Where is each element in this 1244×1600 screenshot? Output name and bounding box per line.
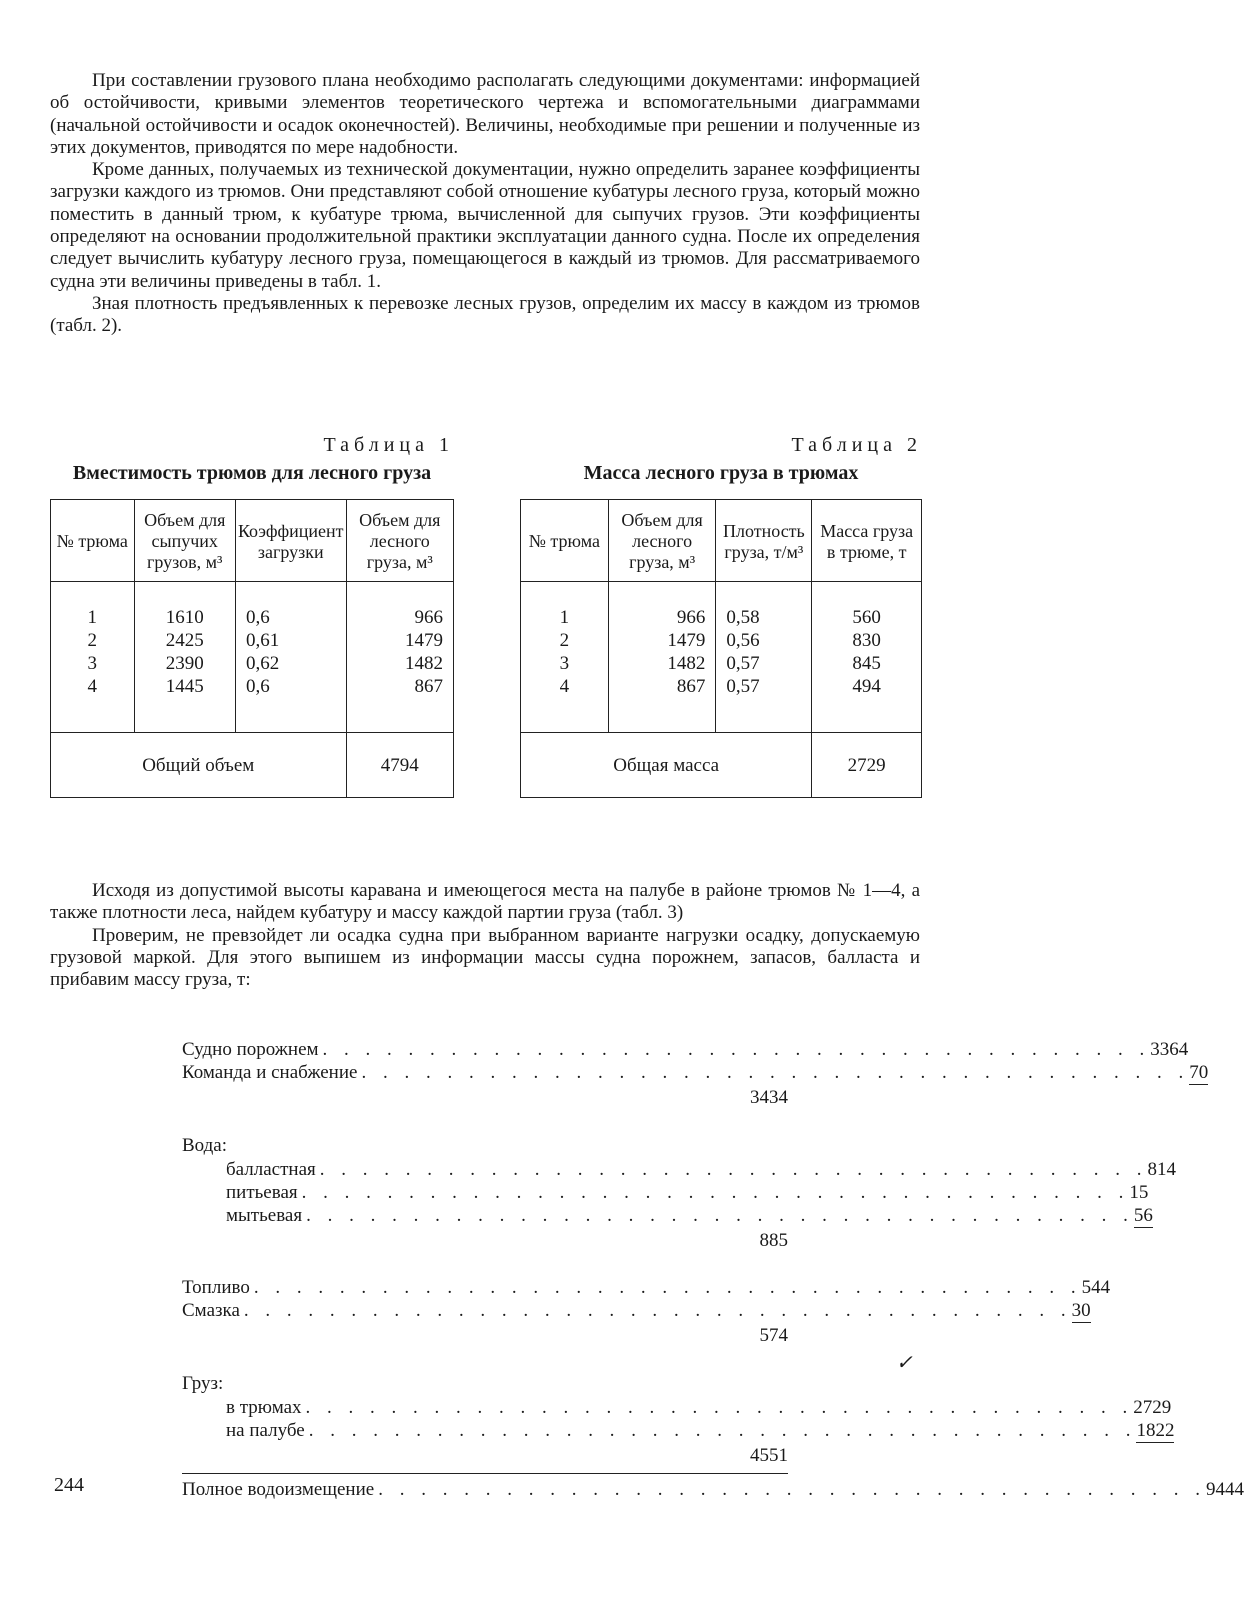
list-item [182,1038,1189,1061]
leader-dots: . . . . . . . . . . . . . . . . . . . . . . . . . . . . . . . . . . . . . . . [361,1062,1190,1083]
list-item [182,1061,1209,1084]
table-cell: 4 [559,676,570,697]
table-cell: 3 [87,653,98,674]
mass-label-empty-ship: Судно порожнем [182,1039,319,1060]
table-cell: 0,58 [726,607,760,628]
table-2-total-label: Общая масса [521,733,812,798]
table-cell: 1 [87,607,98,628]
table-cell: 0,62 [245,653,280,674]
mass-label-lubricant: Смазка [182,1300,240,1321]
mass-value-washing: 56 [1133,1205,1153,1226]
table-cell: 0,57 [726,676,760,697]
table-1-header-coefficient: Коэффициент загрузки [235,500,346,582]
leader-dots: . . . . . . . . . . . . . . . . . . . . . . . . . . . . . . . . . . . . . . . [305,1397,1134,1418]
leader-dots: . . . . . . . . . . . . . . . . . . . . . . . . . . . . . . . . . . . . . . . [306,1205,1134,1226]
intro-text [50,70,920,338]
list-item [182,1478,1244,1501]
tables-area [50,432,922,852]
checkmark-icon: ✓ [896,1352,913,1374]
table-cell: 966 [414,607,443,628]
mass-value-lubricant: 30 [1071,1300,1091,1321]
table-cell: 0,6 [245,676,270,697]
table-cell: 0,57 [726,653,760,674]
mass-value-fuel: 544 [1081,1277,1111,1298]
list-item [182,1181,1149,1204]
paragraph-4: Исходя из допустимой высоты каравана и имеющегося места на палубе в районе трюмов № 1—4, а также плотности леса, найдем кубатуру и массу каждой партии груза (табл. 3) [50,880,920,924]
mass-value-total: 9444 [1205,1479,1244,1500]
table-1-title: Вместимость трюмов для лесного груза [72,462,432,484]
subtotal-1: 3434 [750,1087,788,1108]
list-item [182,1396,1172,1419]
paragraph-5: Проверим, не превзойдет ли осадка судна при выбранном варианте нагрузки осадку, допускаемую грузовой маркой. Для этого выпишем из информации массы судна порожнем, запасов, балласта и прибавим массу груза, т: [50,924,920,991]
table-cell: 830 [852,630,881,651]
paragraph-1: При составлении грузового плана необходимо располагать следующими документами: информацией об остойчивости, кривыми элементов теоретического чертежа и вспомогательными диаграммами (начальной остойчивости и осадок оконечностей). Величины, необходимые при решении и полученные из этих документов, приводятся по мере надобности. [50,70,920,158]
table-1-total-label: Общий объем [51,733,347,798]
page-number: 244 [54,1474,84,1496]
subtotal-4: 4551 [750,1445,788,1466]
list-item [182,1204,1153,1227]
table-2-header-timber-volume: Объем для лесного груза, м³ [608,500,716,582]
table-cell: 845 [852,653,881,674]
mass-value-in-holds: 2729 [1133,1397,1172,1418]
table-2-header-density: Плотность груза, т/м³ [716,500,812,582]
mass-value-on-deck: 1822 [1136,1420,1175,1441]
paragraph-2: Кроме данных, получаемых из технической документации, нужно определить заранее коэффициенты загрузки каждого из трюмов. Они представляют собой отношение кубатуры лесного груза, который можно поместить в данный трюм, к кубатуре трюма, вычисленной для сыпучих грузов. Эти коэффициенты определяют на основании продолжительной практики эксплуатации данного судна. После их определения следует вычислить кубатуру лесного груза, помещающегося в каждый из трюмов. Для рассматриваемого судна эти величины приведены в табл. 1. [50,159,920,292]
table-cell: 0,56 [726,630,760,651]
list-item [182,1299,1091,1322]
cargo-heading: Груз: [182,1373,224,1394]
leader-dots: . . . . . . . . . . . . . . . . . . . . . . . . . . . . . . . . . . . . . . . [319,1159,1148,1180]
table-2-label: Таблица 2 [791,434,922,456]
table-cell: 1479 [667,630,706,651]
table-cell: 560 [852,607,881,628]
mass-value-empty-ship: 3364 [1150,1039,1189,1060]
table-cell: 2 [87,630,98,651]
table-cell: 2425 [165,630,204,651]
table-1-label: Таблица 1 [323,434,454,456]
leader-dots: . . . . . . . . . . . . . . . . . . . . . . . . . . . . . . . . . . . . . . . [322,1039,1151,1060]
table-cell: 1482 [405,653,443,674]
list-item [182,1158,1176,1181]
mass-value-drinking: 15 [1129,1182,1149,1203]
table-cell: 1610 [165,607,204,628]
table-1-total-value: 4794 [346,733,454,798]
mass-label-on-deck: на палубе [226,1420,305,1441]
mass-label-ballast: балластная [226,1159,316,1180]
table-cell: 1482 [667,653,706,674]
table-2-header-hold: № трюма [521,500,609,582]
mass-list [182,1038,1244,1501]
table-2 [520,499,922,798]
table-2-total-value: 2729 [812,733,922,798]
mass-label-total: Полное водоизмещение [182,1479,375,1500]
table-cell: 4 [87,676,98,697]
table-cell: 966 [676,607,706,628]
table-1-header-timber-volume: Объем для лесного груза, м³ [346,500,454,582]
table-cell: 3 [559,653,570,674]
table-1 [50,499,454,798]
subtotal-3: 574 [759,1325,788,1346]
water-heading: Вода: [182,1135,228,1156]
leader-dots: . . . . . . . . . . . . . . . . . . . . . . . . . . . . . . . . . . . . . . . [378,1479,1206,1500]
list-item [182,1419,1175,1442]
body-text-2 [50,880,920,991]
table-cell: 0,61 [245,630,280,651]
table-2-title: Масса лесного груза в трюмах [583,462,859,484]
table-cell: 1 [559,607,570,628]
table-cell: 2390 [165,653,204,674]
mass-label-fuel: Топливо [182,1277,250,1298]
leader-dots: . . . . . . . . . . . . . . . . . . . . . . . . . . . . . . . . . . . . . . . [253,1277,1082,1298]
leader-dots: . . . . . . . . . . . . . . . . . . . . . . . . . . . . . . . . . . . . . . . [243,1300,1072,1321]
mass-label-crew: Команда и снабжение [182,1062,358,1083]
list-item [182,1276,1111,1299]
table-cell: 0,6 [245,607,270,628]
table-cell: 1445 [165,676,204,697]
table-1-header-hold: № трюма [51,500,135,582]
paragraph-3: Зная плотность предъявленных к перевозке лесных грузов, определим их массу в каждом из трюмов (табл. 2). [50,292,920,337]
table-cell: 867 [676,676,706,697]
leader-dots: . . . . . . . . . . . . . . . . . . . . . . . . . . . . . . . . . . . . . . . [301,1182,1130,1203]
table-cell: 2 [559,630,570,651]
mass-label-in-holds: в трюмах [226,1397,302,1418]
table-2-block [520,432,922,798]
mass-label-washing: мытьевая [226,1205,303,1226]
mass-value-ballast: 814 [1147,1159,1176,1180]
table-2-header-mass: Масса груза в трюме, т [812,500,922,582]
table-cell: 494 [852,676,881,697]
mass-label-drinking: питьевая [226,1182,298,1203]
table-1-block [50,432,454,798]
mass-value-crew: 70 [1189,1062,1209,1083]
table-cell: 867 [414,676,443,697]
table-1-header-bulk-volume: Объем для сыпучих грузов, м³ [134,500,235,582]
total-rule [182,1473,788,1474]
subtotal-2: 885 [759,1230,788,1251]
table-cell: 1479 [405,630,443,651]
leader-dots: . . . . . . . . . . . . . . . . . . . . . . . . . . . . . . . . . . . . . . . [308,1420,1137,1441]
